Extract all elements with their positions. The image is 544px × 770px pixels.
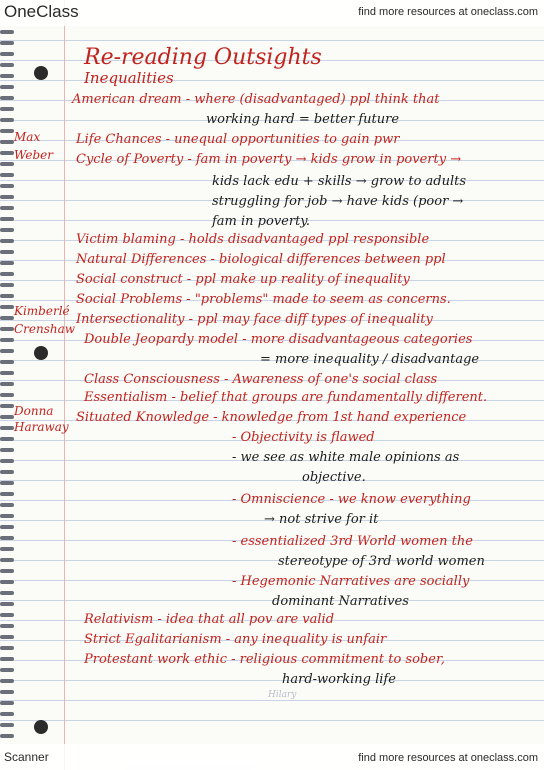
spiral-ring [0,635,14,639]
spiral-ring [0,74,14,78]
note-line: stereotype of 3rd world women [278,554,485,569]
note-line: - essentialized 3rd World women the [232,534,473,549]
spiral-ring [0,624,14,628]
note-line: dominant Narratives [272,594,409,609]
note-line: kids lack edu + skills → grow to adults [212,174,467,189]
spiral-ring [0,52,14,56]
spiral-ring [0,85,14,89]
margin-name: Kimberlé [14,304,70,318]
spiral-ring [0,404,14,408]
note-line: Intersectionality - ppl may face diff types of inequality [76,312,433,327]
spiral-ring [0,294,14,298]
spiral-ring [0,63,14,67]
spiral-ring [0,690,14,694]
spiral-ring [0,107,14,111]
note-line: Double Jeopardy model - more disadvantageous categories [84,332,473,347]
note-line: = more inequality / disadvantage [260,352,480,367]
spiral-ring [0,657,14,661]
spiral-ring [0,349,14,353]
spiral-ring [0,569,14,573]
note-line: American dream - where (disadvantaged) ppl think that [72,92,440,107]
note-line: objective. [302,470,366,485]
note-line: - Hegemonic Narratives are socially [232,574,470,589]
margin-name: Weber [14,148,53,162]
note-line: Class Consciousness - Awareness of one's social class [84,372,438,387]
spiral-ring [0,338,14,342]
note-line: struggling for job → have kids (poor → [212,194,464,209]
spiral-ring [0,206,14,210]
spiral-ring [0,173,14,177]
spiral-ring [0,162,14,166]
spiral-ring [0,360,14,364]
spiral-ring [0,580,14,584]
margin-name: Crenshaw [14,322,76,336]
ruled-line [0,40,544,41]
oneclass-logo: OneClass [4,2,79,21]
spiral-ring [0,371,14,375]
note-line: Cycle of Poverty - fam in poverty → kids grow in poverty → [76,152,462,167]
spiral-ring [0,437,14,441]
spiral-ring [0,239,14,243]
spiral-ring [0,140,14,144]
note-line: Social Problems - "problems" made to seem as concerns. [76,292,451,307]
note-line: fam in poverty. [212,214,311,229]
watermark-scanner: Scanner [4,750,49,764]
spiral-ring [0,723,14,727]
punch-hole [34,346,48,360]
spiral-ring [0,701,14,705]
punch-hole [34,720,48,734]
spiral-ring [0,283,14,287]
spiral-ring [0,613,14,617]
spiral-ring [0,536,14,540]
margin-line [64,0,65,770]
ruled-line [0,700,544,701]
spiral-ring [0,481,14,485]
spiral-ring [0,503,14,507]
spiral-ring [0,558,14,562]
note-line: Essentialism - belief that groups are fundamentally different. [84,390,488,405]
spiral-ring [0,459,14,463]
note-line: - Objectivity is flawed [232,430,375,445]
note-line: - Omniscience - we know everything [232,492,471,507]
spiral-ring [0,184,14,188]
spiral-ring [0,525,14,529]
watermark-link-bottom[interactable]: find more resources at oneclass.com [358,752,538,764]
spiral-ring [0,448,14,452]
margin-name: Haraway [14,420,69,434]
ruled-line [0,80,544,81]
spiral-ring [0,151,14,155]
margin-name: Donna [14,404,54,418]
signature: Hilary [268,690,297,700]
note-line: Natural Differences - biological differences between ppl [76,252,446,267]
spiral-ring [0,305,14,309]
margin-name: Max [14,130,41,144]
spiral-ring [0,195,14,199]
note-line: Social construct - ppl make up reality of inequality [76,272,410,287]
spiral-ring [0,426,14,430]
spiral-ring [0,30,14,34]
spiral-ring [0,41,14,45]
spiral-ring [0,668,14,672]
spiral-ring [0,261,14,265]
note-line: Strict Egalitarianism - any inequality is unfair [84,632,387,647]
ruled-line [0,720,544,721]
spiral-ring [0,712,14,716]
spiral-ring [0,217,14,221]
spiral-ring [0,228,14,232]
note-line: Situated Knowledge - knowledge from 1st hand experience [76,410,467,425]
spiral-ring [0,679,14,683]
spiral-ring [0,327,14,331]
section-heading: Inequalities [84,69,174,87]
spiral-ring [0,602,14,606]
note-line: working hard = better future [206,112,400,127]
note-line: - we see as white male opinions as [232,450,460,465]
spiral-ring [0,96,14,100]
note-line: Protestant work ethic - religious commitment to sober, [84,652,445,667]
spiral-ring [0,316,14,320]
spiral-ring [0,734,14,738]
spiral-ring [0,514,14,518]
note-line: → not strive for it [264,512,379,527]
spiral-ring [0,393,14,397]
punch-hole [34,66,48,80]
spiral-ring [0,646,14,650]
spiral-ring [0,250,14,254]
ruled-line [0,680,544,681]
note-line: hard-working life [282,672,396,687]
spiral-ring [0,118,14,122]
note-line: Victim blaming - holds disadvantaged ppl responsible [76,232,430,247]
note-line: Relativism - idea that all pov are valid [84,612,335,627]
spiral-ring [0,492,14,496]
spiral-ring [0,272,14,276]
watermark-link-top[interactable]: find more resources at oneclass.com [358,6,538,18]
note-line: Life Chances - unequal opportunities to gain pwr [76,132,400,147]
ruled-line [0,480,544,481]
spiral-ring [0,415,14,419]
page-title: Re-reading Outsights [84,45,322,70]
spiral-ring [0,129,14,133]
spiral-ring [0,470,14,474]
spiral-ring [0,382,14,386]
spiral-ring [0,591,14,595]
spiral-ring [0,547,14,551]
